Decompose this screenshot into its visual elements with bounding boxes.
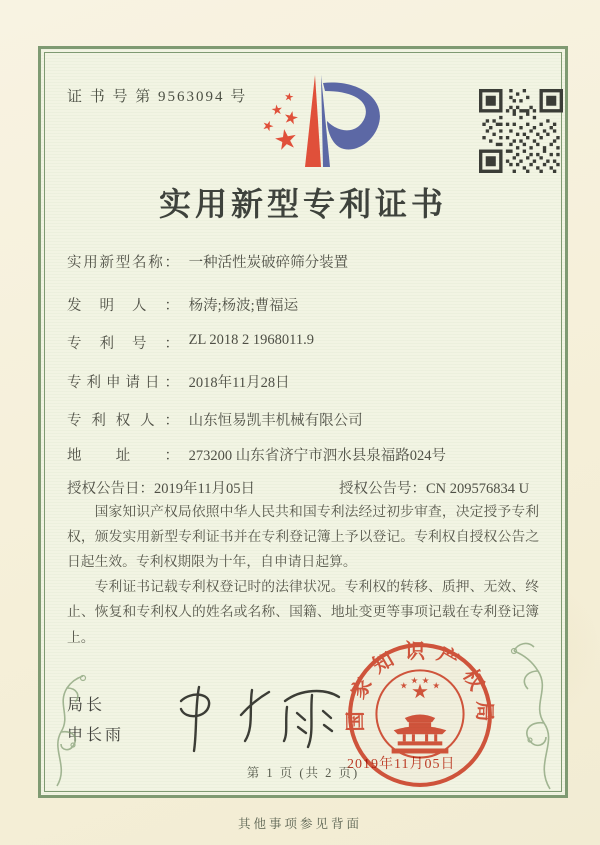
field-inventors <box>67 294 298 315</box>
field-address <box>67 444 446 465</box>
field-label: 专利申请日： <box>67 375 179 391</box>
field-value: 273200 山东省济宁市泗水县泉福路024号 <box>188 448 446 464</box>
field-value: 山东恒易凯丰机械有限公司 <box>188 413 363 429</box>
field-utility-model-name <box>67 251 348 272</box>
legal-text <box>67 499 539 650</box>
grant-date-value: 2019年11月05日 <box>154 481 255 497</box>
field-value: 2018年11月28日 <box>188 375 290 391</box>
field-value: 一种活性炭破碎筛分装置 <box>188 255 349 271</box>
page-info: 第 1 页 (共 2 页) <box>246 766 360 780</box>
logo-stars <box>262 92 299 151</box>
grant-date-label: 授权公告日： <box>67 481 154 497</box>
seal-date: 2019年11月05日 <box>347 757 456 772</box>
grant-no-value: CN 209576834 U <box>426 481 530 497</box>
field-value: 杨涛;杨波;曹福运 <box>188 298 299 314</box>
certificate-number: 证 书 号 第 9563094 号 <box>67 89 248 105</box>
legal-paragraph-1: 国家知识产权局依照中华人民共和国专利法经过初步审查，决定授予专利权，颁发实用新型专利证书并在专利登记簿上予以登记。专利权自授权公告之日起生效。专利权期限为十年，自申请日起算。 <box>67 504 539 570</box>
field-patent-number <box>67 332 314 353</box>
field-value: ZL 2018 2 1968011.9 <box>188 332 315 348</box>
qr-code <box>479 89 563 173</box>
logo-red-spire <box>305 75 321 167</box>
footer-note: 其他事项参见背面 <box>237 817 362 831</box>
director-name: 申长雨 <box>67 727 125 744</box>
field-label: 实用新型名称： <box>67 255 179 271</box>
certificate-title: 实用新型专利证书 <box>158 186 447 222</box>
field-label: 专利号： <box>67 336 179 352</box>
field-label: 发明人： <box>67 298 179 314</box>
certificate-border-frame <box>38 46 568 798</box>
seal-text-arc: 国家知识产权局 <box>345 641 495 732</box>
field-grant-row <box>67 477 530 498</box>
cnipa-logo-icon <box>237 69 387 173</box>
grant-no-label: 授权公告号： <box>339 481 426 497</box>
logo-blue-bowl <box>323 83 380 150</box>
field-label: 地址： <box>67 448 179 464</box>
director-title: 局长 <box>67 697 106 714</box>
field-label: 专利权人： <box>67 413 179 429</box>
field-patentee <box>67 409 363 430</box>
grant-number <box>339 477 529 498</box>
director-signature <box>157 675 367 770</box>
legal-paragraph-2: 专利证书记载专利权登记时的法律状况。专利权的转移、质押、无效、终止、恢复和专利权人的姓名或名称、国籍、地址变更等事项记载在专利登记簿上。 <box>67 579 539 645</box>
field-application-date <box>67 371 290 392</box>
